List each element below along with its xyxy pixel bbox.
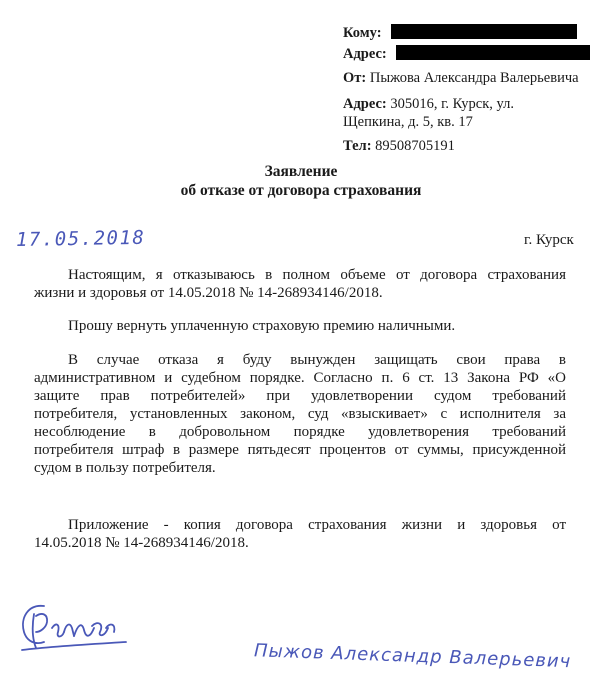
- address-label: Адрес:: [343, 46, 387, 62]
- sender-address-line-2: Щепкина, д. 5, кв. 17: [343, 114, 473, 130]
- signature-scribble: [14, 598, 134, 658]
- document-title: Заявление: [264, 163, 338, 180]
- from-value: Пыжова Александра Валерьевича: [369, 70, 579, 86]
- to-label: Кому:: [343, 25, 382, 41]
- phone-value: 89508705191: [375, 138, 455, 154]
- paragraph-refusal: [34, 266, 566, 302]
- paragraph-line: 14.05.2018 № 14-268934146/2018.: [34, 535, 249, 551]
- sender-address-line: [343, 95, 514, 113]
- paragraph-refund-request: [34, 317, 566, 335]
- from-line: [343, 69, 579, 87]
- paragraph-line: потребителя штраф в размере пятьдесят процентов от суммы, присужденной: [34, 442, 566, 458]
- paragraph-attachment: [34, 516, 566, 552]
- paragraph-line: жизни и здоровья от 14.05.2018 № 14-268934146/2018.: [34, 285, 383, 301]
- paragraph-rights: [34, 351, 566, 477]
- redacted-recipient-address: [396, 45, 590, 60]
- handwritten-name: [250, 638, 590, 674]
- handwritten-date-text: 17.05.2018: [15, 226, 146, 252]
- paragraph-line: потребителя, установленных законом, суд «взыскивает» с исполнителя за: [34, 406, 566, 422]
- paragraph-line: судом в пользу потребителя.: [34, 460, 216, 476]
- paragraph-line: Прошу вернуть уплаченную страховую премию наличными.: [68, 318, 456, 334]
- handwritten-date: [14, 226, 154, 252]
- paragraph-line: несоблюдение в добровольном порядке удовлетворения требований: [34, 424, 566, 440]
- to-line: [343, 24, 577, 42]
- paragraph-line: Приложение - копия договора страхования жизни и здоровья от: [68, 517, 566, 533]
- from-label: От:: [343, 70, 367, 86]
- city: г. Курск: [524, 232, 574, 248]
- document-subtitle: об отказе от договора страхования: [180, 182, 422, 199]
- sender-address-label: Адрес:: [343, 96, 387, 112]
- recipient-address-line: [343, 45, 590, 63]
- paragraph-line: Настоящим, я отказываюсь в полном объеме от договора страхования: [68, 267, 566, 283]
- paragraph-line: административном и судебном порядке. Согласно п. 6 ст. 13 Закона РФ «О: [34, 370, 566, 386]
- paragraph-line: защите прав потребителей» при удовлетворении судом требований: [34, 388, 566, 404]
- phone-line: [343, 137, 455, 155]
- redacted-recipient: [391, 24, 577, 39]
- handwritten-name-text: Пыжов Александр Валерьевич: [253, 640, 572, 673]
- phone-label: Тел:: [343, 138, 372, 154]
- paragraph-line: В случае отказа я буду вынужден защищать свои права в: [68, 352, 566, 368]
- sender-address-line-1: 305016, г. Курск, ул.: [390, 96, 514, 112]
